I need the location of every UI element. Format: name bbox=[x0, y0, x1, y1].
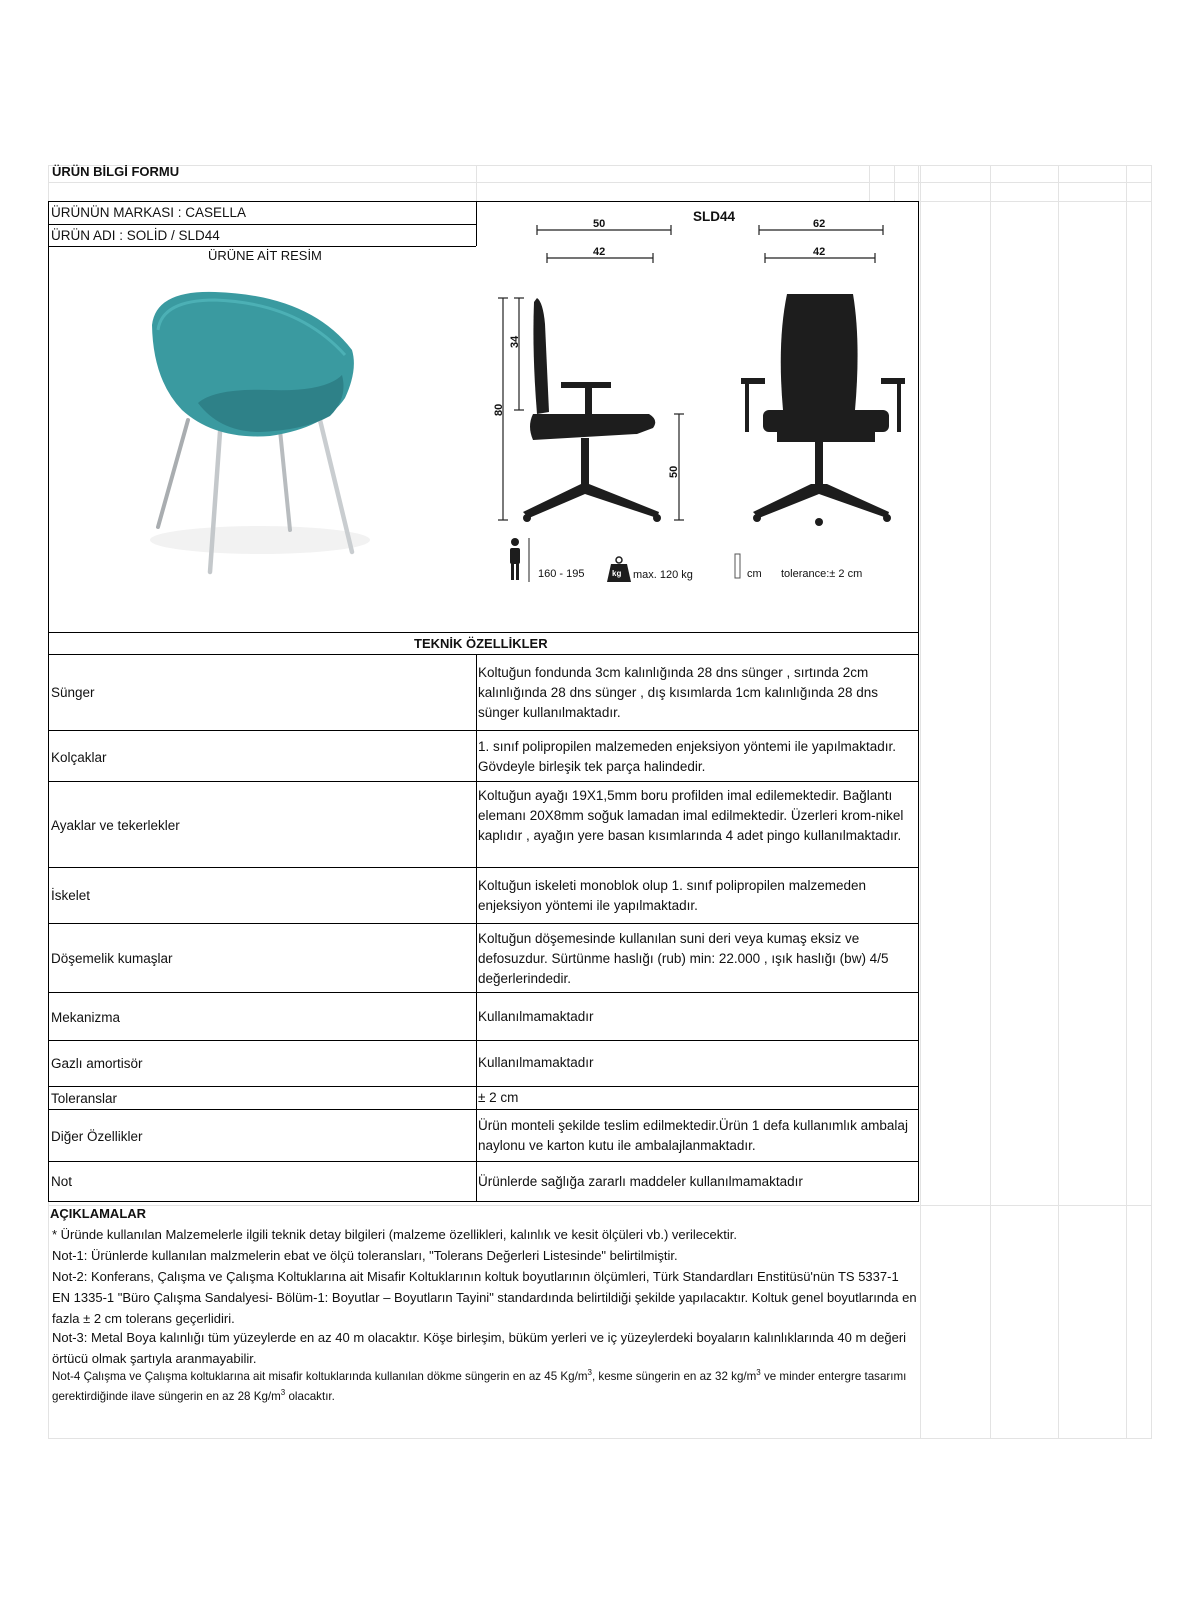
dim-side-inner: 42 bbox=[593, 246, 606, 258]
spec-label: Kolçaklar bbox=[51, 750, 107, 765]
max-weight: max. 120 kg bbox=[633, 569, 693, 581]
spec-label: Diğer Özellikler bbox=[51, 1129, 143, 1144]
user-height: 160 - 195 bbox=[538, 568, 585, 580]
spec-label: Döşemelik kumaşlar bbox=[51, 951, 173, 966]
kg-badge: kg bbox=[612, 569, 622, 578]
spec-value: Kullanılmamaktadır bbox=[478, 1055, 594, 1070]
dim-total-height: 80 bbox=[493, 403, 505, 416]
spec-label: Gazlı amortisör bbox=[51, 1056, 143, 1071]
spec-value: Ürün monteli şekilde teslim edilmektedir.Ürün 1 defa kullanımlık ambalaj naylonu ve karton kutu ile ambalajlanmaktadır. bbox=[478, 1118, 908, 1153]
spec-label: Not bbox=[51, 1174, 73, 1189]
spec-value: Koltuğun ayağı 19X1,5mm boru profilden imal edilemektedir. Bağlantı elemanı 20X8mm soğuk lamadan imal edilmektedir. Üzerleri krom-nikel kaplıdır , ayağın yere basan kısımlarında 4 adet pingo kullanılmaktadır. bbox=[478, 788, 904, 843]
dim-side-top: 50 bbox=[593, 218, 606, 230]
notes-heading: AÇIKLAMALAR bbox=[50, 1206, 147, 1221]
note-1: Not-1: Ürünlerde kullanılan malzmelerin ebat ve ölçü toleransları, "Tolerans Değerleri Listesinde" belirtilmiştir. bbox=[52, 1248, 678, 1263]
spec-label: Ayaklar ve tekerlekler bbox=[51, 818, 180, 833]
spec-value: Ürünlerde sağlığa zararlı maddeler kullanılmamaktadır bbox=[478, 1174, 803, 1189]
note-star: * Üründe kullanılan Malzemelerle ilgili teknik detay bilgileri (malzeme özellikleri, kalınlık ve kesit ölçüleri vb.) verilecektir. bbox=[52, 1227, 737, 1242]
spec-value: Koltuğun döşemesinde kullanılan suni deri veya kumaş eksiz ve defosuzdur. Sürtünme haslığı (rub) min: 22.000 , ışık haslığı (bw) 4/5 değerlerindedir. bbox=[478, 931, 889, 986]
specs-heading: TEKNİK ÖZELLİKLER bbox=[414, 636, 548, 651]
spec-value: Koltuğun iskeleti monoblok olup 1. sınıf polipropilen malzemeden enjeksiyon yöntemi ile yapılmaktadır. bbox=[478, 878, 866, 913]
chair-photo bbox=[120, 270, 420, 600]
image-label: ÜRÜNE AİT RESİM bbox=[208, 248, 322, 263]
spec-value: ± 2 cm bbox=[478, 1090, 519, 1105]
form-title: ÜRÜN BİLGİ FORMU bbox=[52, 164, 180, 179]
dim-front-inner: 42 bbox=[813, 246, 826, 258]
spec-value: Kullanılmamaktadır bbox=[478, 1009, 594, 1024]
product-name-line: ÜRÜN ADI : SOLİD / SLD44 bbox=[51, 228, 220, 243]
dim-back-height: 34 bbox=[509, 335, 521, 348]
note-4: Not-4 Çalışma ve Çalışma koltuklarına ait misafir koltuklarında kullanılan dökme süngerin en az 45 $Kg/m^3$, kesme süngerin en az 32 $kg/m^3$ ve minder entergre tasarımı gerektirdiğinde ilave süngerin en az 28 $Kg/m^3$ olacaktır. bbox=[52, 1368, 907, 1403]
tolerance-label: tolerance:± 2 cm bbox=[781, 568, 863, 580]
dim-seat-height: 50 bbox=[668, 465, 680, 478]
technical-drawing bbox=[477, 202, 918, 632]
spec-label: Mekanizma bbox=[51, 1010, 121, 1025]
spec-label: Toleranslar bbox=[51, 1091, 118, 1106]
spec-label: İskelet bbox=[51, 888, 91, 903]
model-code: SLD44 bbox=[693, 209, 736, 224]
spec-value: 1. sınıf polipropilen malzemeden enjeksiyon yöntemi ile yapılmaktadır. Gövdeyle birleşik tek parça halindedir. bbox=[478, 739, 896, 774]
spec-value: Koltuğun fondunda 3cm kalınlığında 28 dns sünger , sırtında 2cm kalınlığında 28 dns sünger , dış kısımlarda 1cm kalınlığında 28 dns sünger kullanılmaktadır. bbox=[478, 665, 878, 720]
note-3: Not-3: Metal Boya kalınlığı tüm yüzeylerde en az 40 m olacaktır. Köşe birleşim, büküm yerleri ve iç yüzeylerdeki boyaların kalınlıklarında 40 m değeri örtücü olmak şartıyla aranmayabilir. bbox=[52, 1330, 907, 1366]
dim-front-top: 62 bbox=[813, 218, 826, 230]
brand-line: ÜRÜNÜN MARKASI : CASELLA bbox=[51, 205, 247, 220]
unit-label: cm bbox=[747, 568, 762, 580]
note-2: Not-2: Konferans, Çalışma ve Çalışma Koltuklarına ait Misafir Koltuklarının koltuk boyutlarının ölçümleri, Türk Standardları Enstitüsü'nün TS 5337-1 EN 1335-1 "Büro Çalışma Sandalyesi- Bölüm-1: Boyutlar – Boyutların Tayini" standardında belirtildiği şekilde yapılacaktır. Koltuk genel boyutlarında en fazla ± 2 cm tolerans geçerlidiri. bbox=[52, 1269, 917, 1326]
spec-label: Sünger bbox=[51, 685, 95, 700]
